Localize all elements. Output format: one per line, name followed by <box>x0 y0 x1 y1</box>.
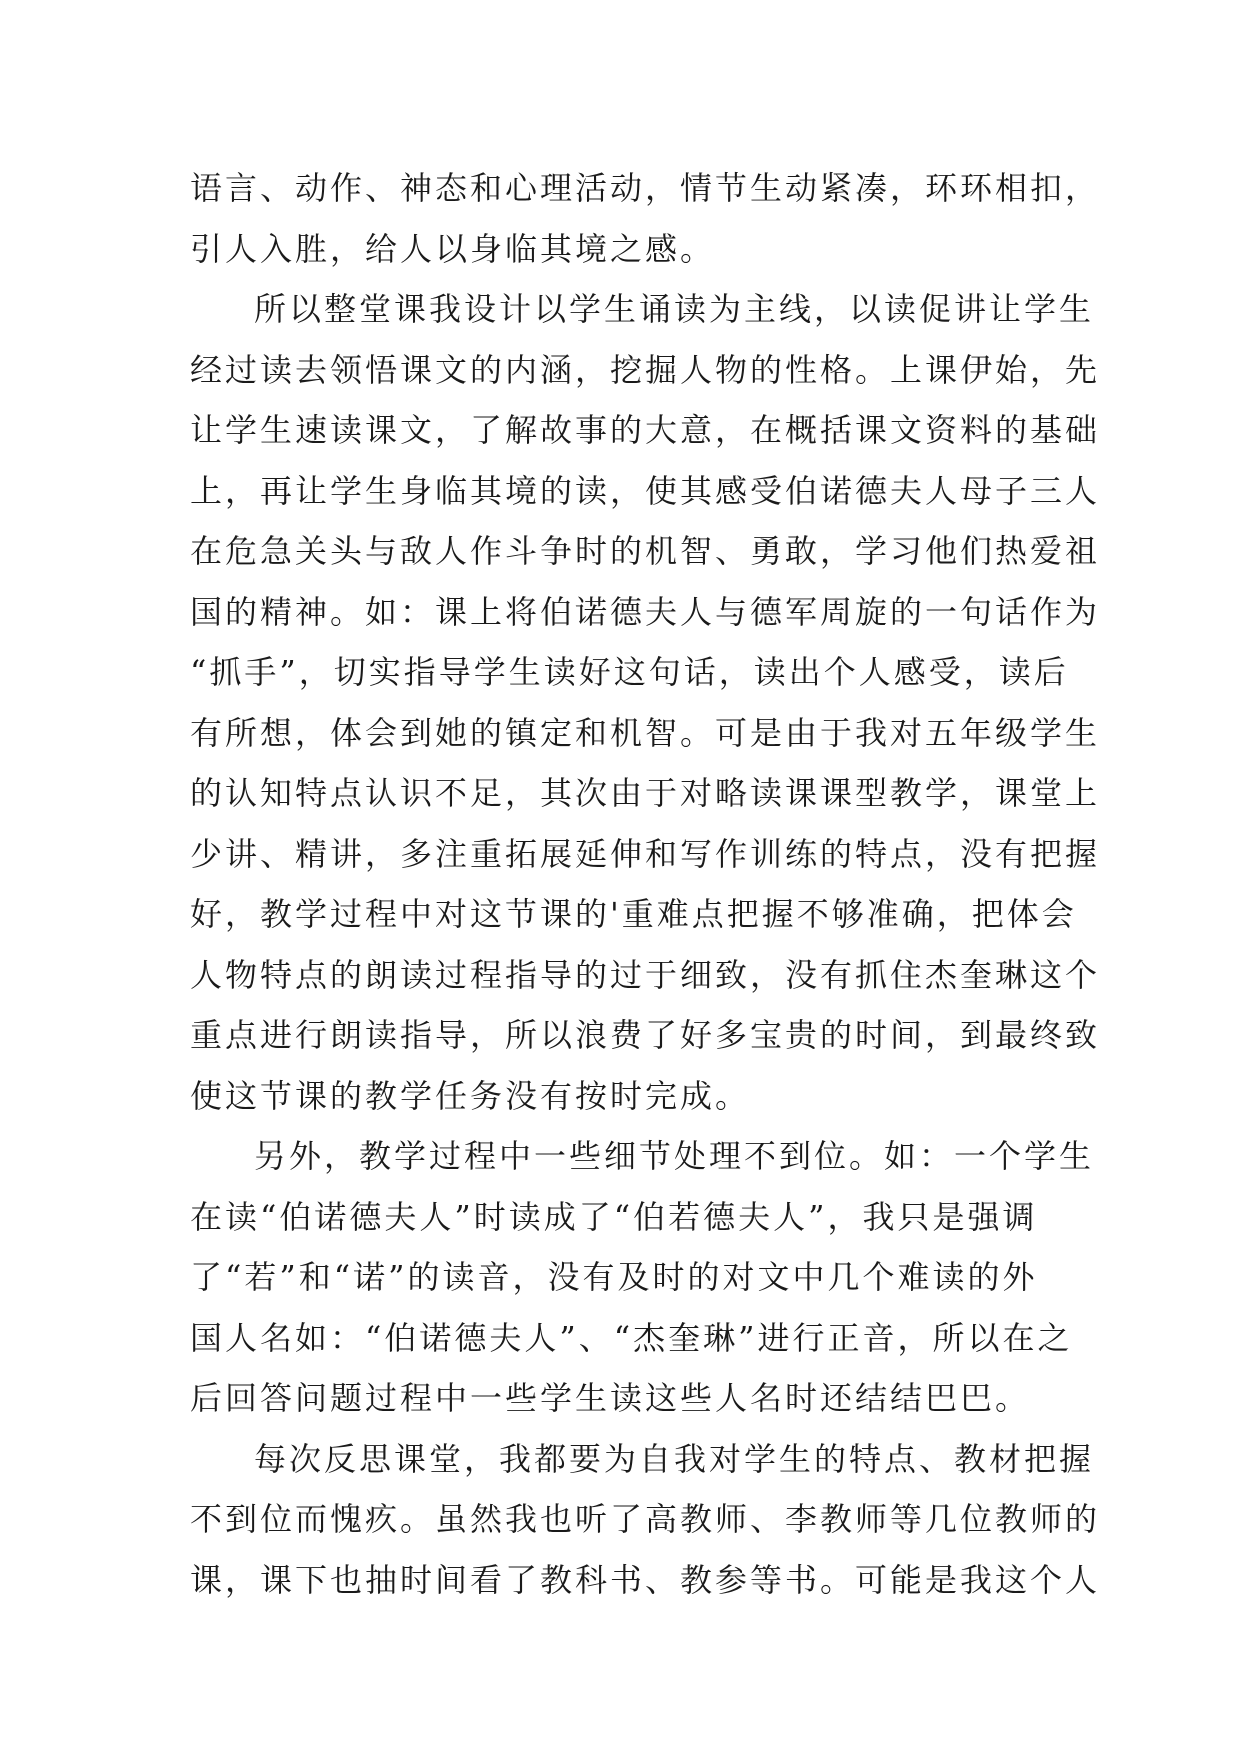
paragraph-start-line: 每次反思课堂，我都要为自我对学生的特点、教材把握 <box>254 1439 1095 1478</box>
text-line: 重点进行朗读指导，所以浪费了好多宝贵的时间，到最终致 <box>190 1016 1101 1054</box>
text-line: 国的精神。如：课上将伯诺德夫人与德军周旋的一句话作为 <box>190 592 1101 631</box>
text-line: 语言、动作、神态和心理活动，情节生动紧凑，环环相扣， <box>190 169 1101 207</box>
text-line: 人物特点的朗读过程指导的过于细致，没有抓住杰奎琳这个 <box>190 955 1101 994</box>
text-line: 引人入胜，给人以身临其境之感。 <box>190 229 716 268</box>
text-line: 上，再让学生身临其境的读，使其感受伯诺德夫人母子三人 <box>190 471 1101 510</box>
text-line: 课，课下也抽时间看了教科书、教参等书。可能是我这个人 <box>190 1560 1101 1599</box>
text-line: 使这节课的教学任务没有按时完成。 <box>190 1076 751 1115</box>
text-line: 在读“伯诺德夫人”时读成了“伯若德夫人”，我只是强调 <box>190 1197 1038 1236</box>
text-line: 不到位而愧疚。虽然我也听了高教师、李教师等几位教师的 <box>190 1500 1101 1538</box>
text-line: 的认知特点认识不足，其次由于对略读课课型教学，课堂上 <box>190 774 1101 812</box>
text-line: “抓手”，切实指导学生读好这句话，读出个人感受，读后 <box>190 653 1069 691</box>
paragraph-start-line: 所以整堂课我设计以学生诵读为主线，以读促讲让学生 <box>254 290 1095 328</box>
text-line: 在危急关头与敌人作斗争时的机智、勇敢，学习他们热爱祖 <box>190 532 1101 570</box>
text-line: 有所想，体会到她的镇定和机智。可是由于我对五年级学生 <box>190 713 1101 752</box>
text-line: 少讲、精讲，多注重拓展延伸和写作训练的特点，没有把握 <box>190 834 1101 873</box>
paragraph-start-line: 另外，教学过程中一些细节处理不到位。如：一个学生 <box>254 1137 1095 1175</box>
body-text <box>190 158 1101 1610</box>
text-line: 国人名如：“伯诺德夫人”、“杰奎琳”进行正音，所以在之 <box>190 1318 1073 1357</box>
text-line: 让学生速读课文，了解故事的大意，在概括课文资料的基础 <box>190 411 1101 449</box>
text-line: 后回答问题过程中一些学生读这些人名时还结结巴巴。 <box>190 1379 1031 1417</box>
text-line: 了“若”和“诺”的读音，没有及时的对文中几个难读的外 <box>190 1258 1038 1296</box>
text-line: 经过读去领悟课文的内涵，挖掘人物的性格。上课伊始，先 <box>190 350 1101 389</box>
text-line: 好，教学过程中对这节课的'重难点把握不够准确，把体会 <box>190 895 1077 933</box>
